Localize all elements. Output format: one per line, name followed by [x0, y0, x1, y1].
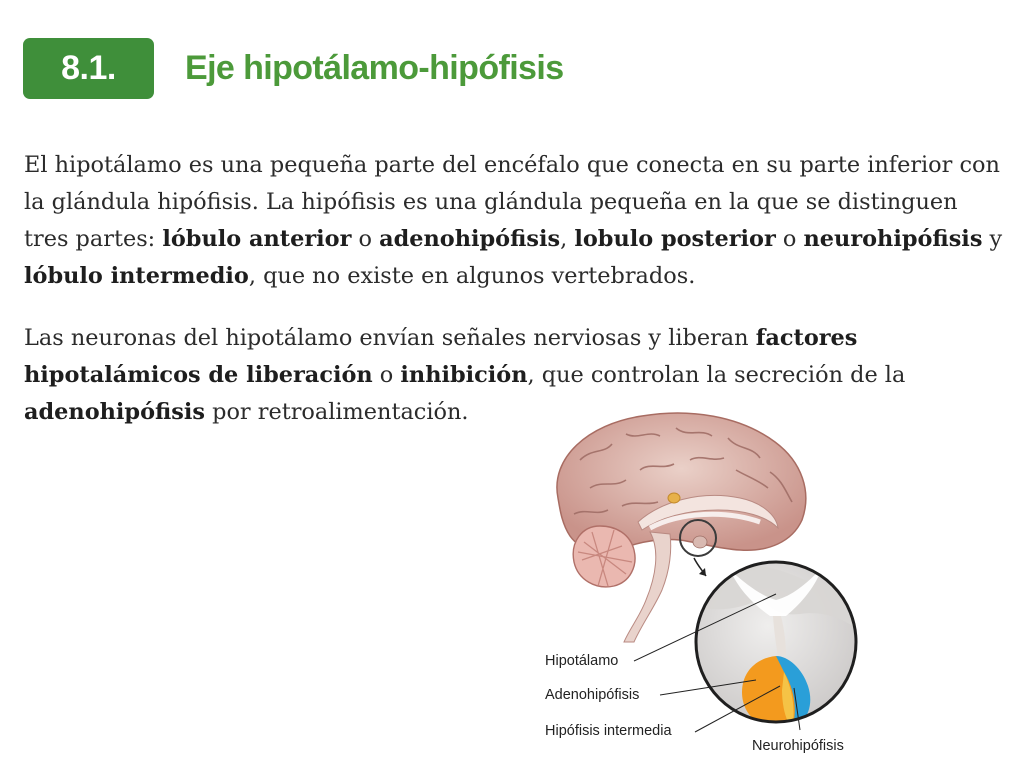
section-header — [23, 38, 723, 102]
section-title: Eje hipotálamo-hipófisis — [185, 49, 564, 87]
paragraph-1 — [24, 147, 1009, 295]
bold-term-factores-hipotalamicos: factores hipotalámicos de liberación — [24, 325, 858, 388]
bold-term-lobulo-posterior: lobulo posterior — [574, 226, 776, 252]
text-run: o — [775, 226, 804, 252]
bold-term-neurohipofisis: neurohipófisis — [803, 226, 983, 252]
text-run: , — [560, 226, 575, 252]
section-number-badge: 8.1. — [23, 38, 154, 99]
text-run: Las neuronas del hipotálamo envían señales nerviosas y liberan — [24, 325, 756, 351]
bold-term-adenohipofisis: adenohipófisis — [379, 226, 561, 252]
text-run: , que controlan la secreción de la — [527, 362, 906, 388]
bold-term-lobulo-intermedio: lóbulo intermedio — [24, 263, 249, 289]
brain-illustration-svg — [530, 410, 900, 768]
label-hipofisis-intermedia: Hipófisis intermedia — [545, 723, 672, 739]
label-neurohipofisis: Neurohipófisis — [752, 738, 844, 754]
brain-pituitary-illustration — [530, 410, 900, 768]
pituitary-magnified-inset — [690, 562, 870, 728]
label-hipotalamo: Hipotálamo — [545, 653, 619, 669]
label-adenohipofisis: Adenohipófisis — [545, 687, 640, 703]
bold-term-inhibicion: inhibición — [400, 362, 528, 388]
text-run: y — [982, 226, 1003, 252]
text-run: , que no existe en algunos vertebrados. — [248, 263, 696, 289]
text-run: El hipotálamo es una pequeña parte del encéfalo que conecta en su parte inferior con la glándula hipófisis. La hipófisis es una glándula pequeña en la que se distinguen tres partes: — [24, 152, 1000, 252]
text-run: por retroalimentación. — [205, 399, 469, 425]
text-run: o — [372, 362, 401, 388]
bold-term-adenohipofisis: adenohipófisis — [24, 399, 205, 425]
bold-term-lobulo-anterior: lóbulo anterior — [162, 226, 352, 252]
text-run: o — [351, 226, 380, 252]
